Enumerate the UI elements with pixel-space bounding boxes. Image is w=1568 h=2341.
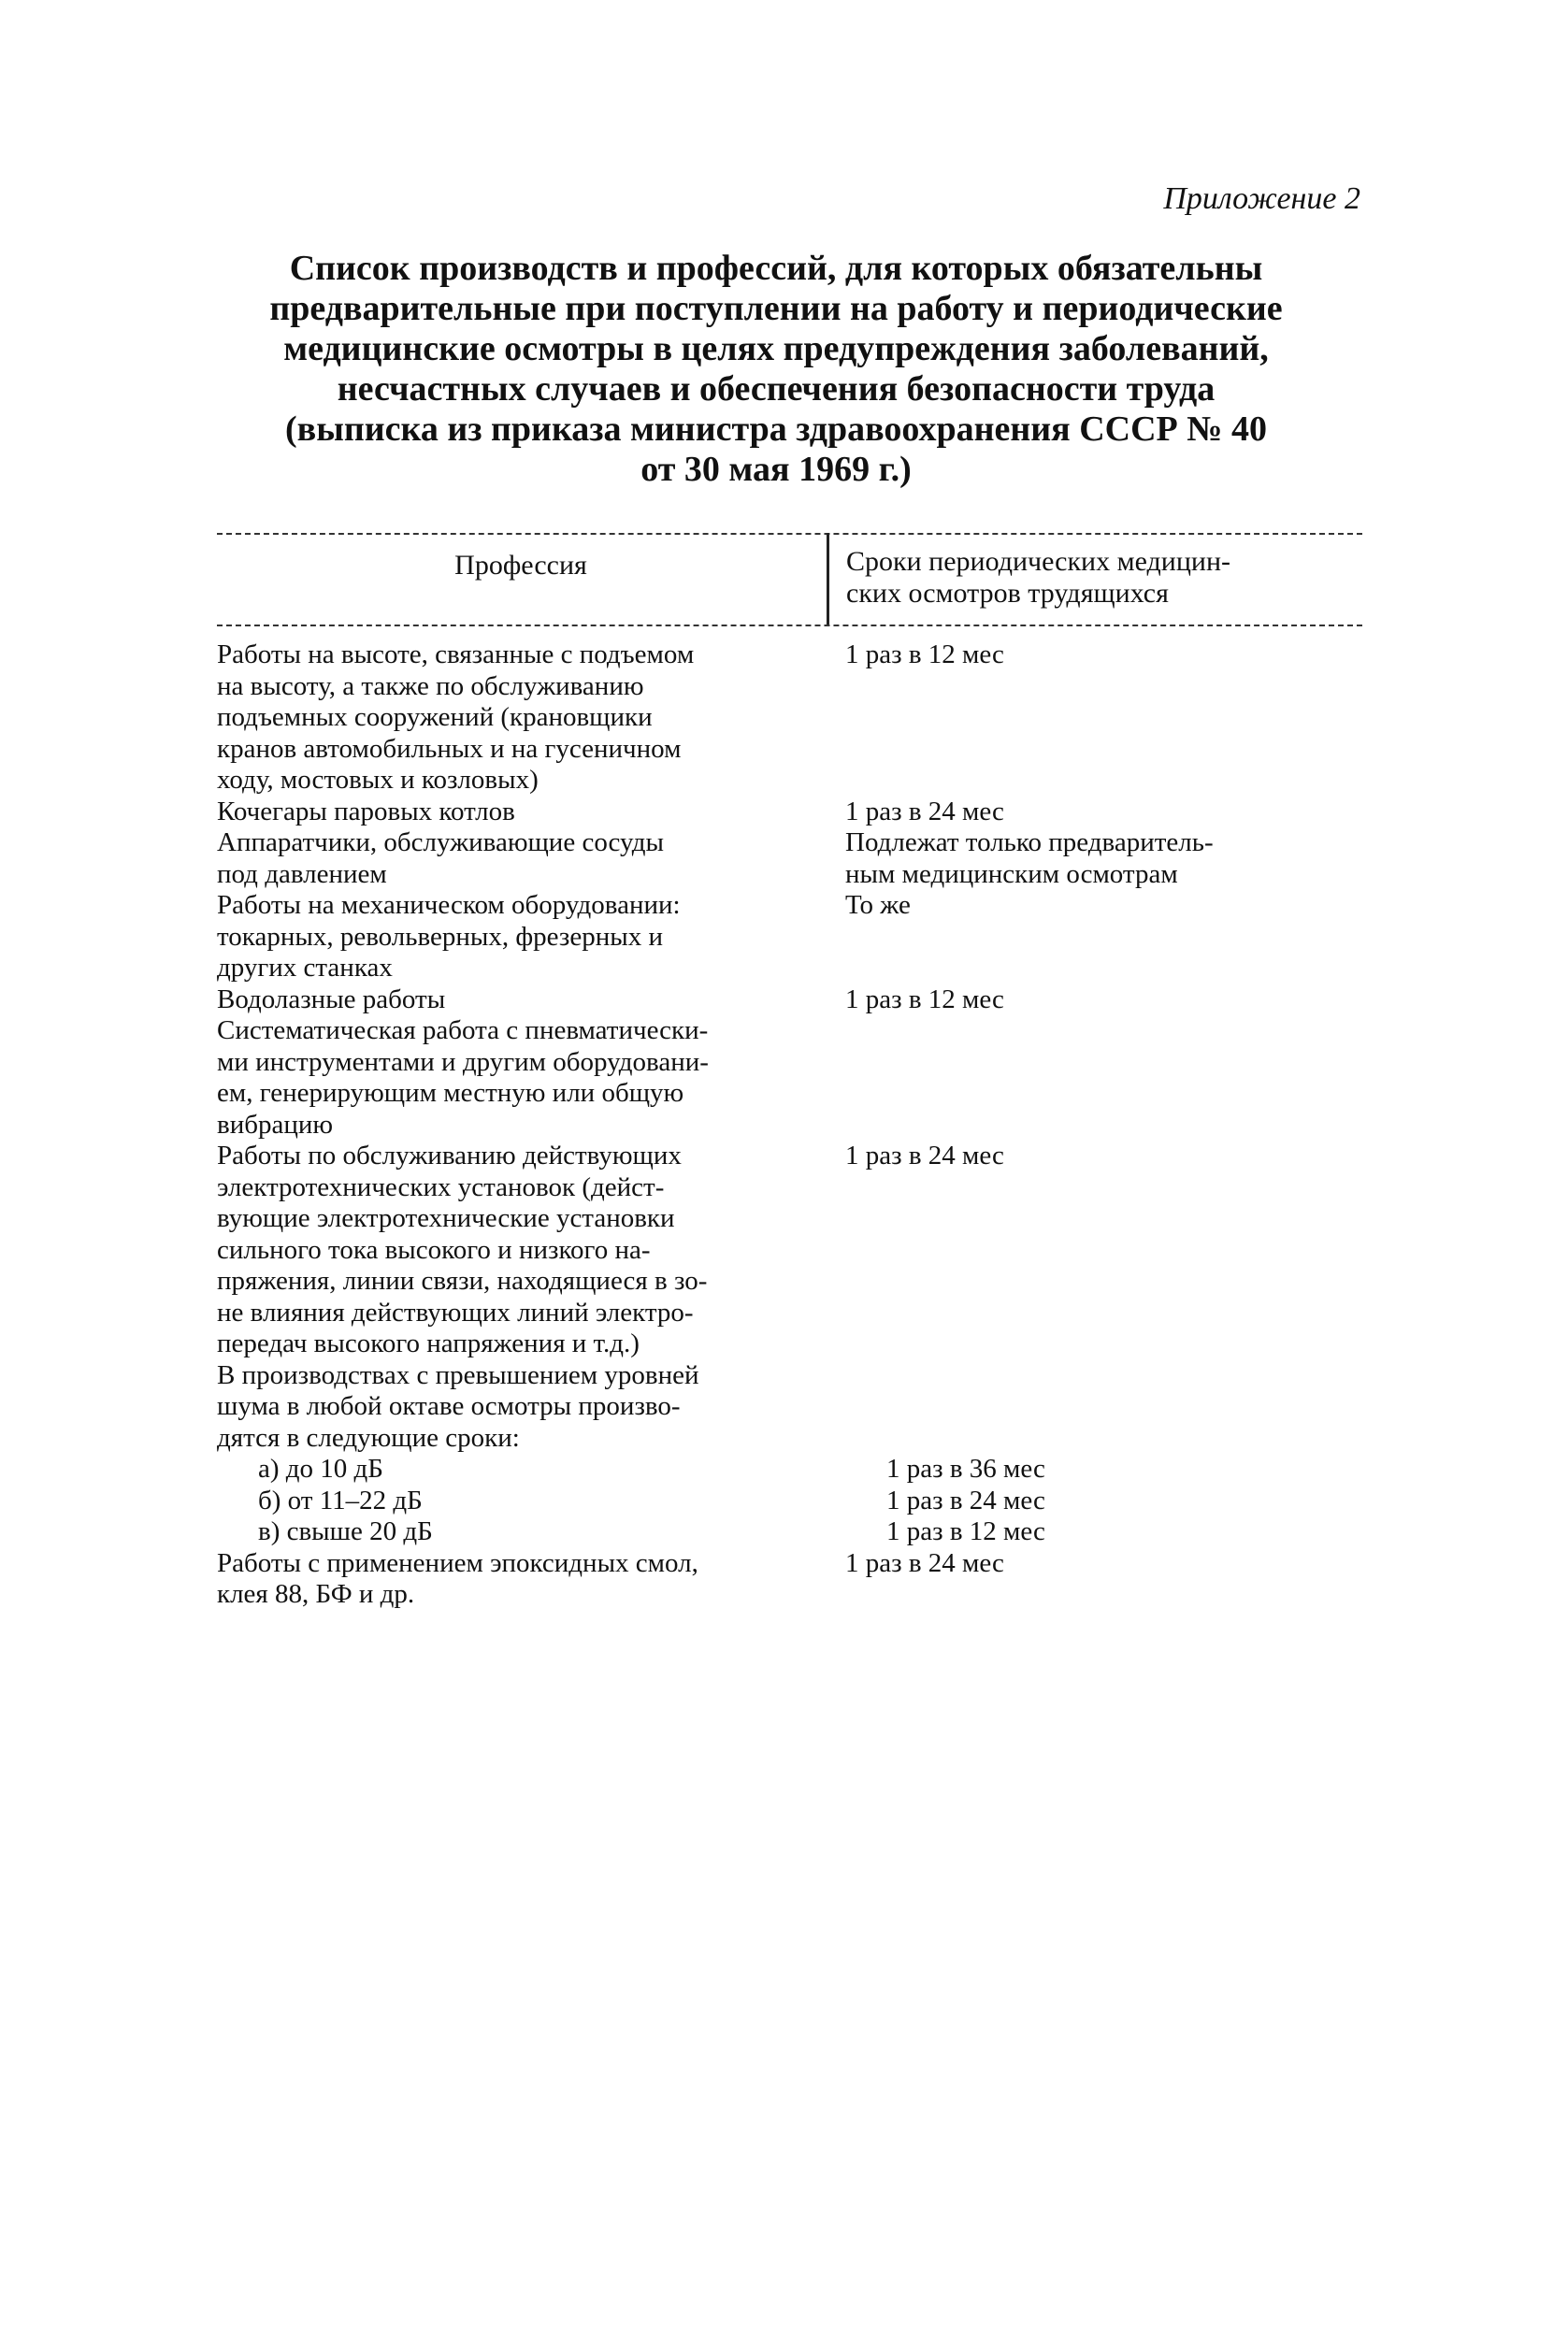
profession-cell bbox=[217, 827, 845, 890]
term-cell bbox=[886, 1454, 1376, 1486]
profession-line: вующие электротехнические установки bbox=[217, 1203, 675, 1233]
profession-line: кранов автомобильных и на гусеничном bbox=[217, 733, 682, 764]
title-line: несчастных случаев и обеспечения безопасности труда bbox=[337, 369, 1216, 409]
table-row bbox=[217, 1516, 1376, 1548]
profession-line: ем, генерирующим местную или общую bbox=[217, 1078, 684, 1108]
profession-line: Работы на высоте, связанные с подъемом bbox=[217, 639, 695, 669]
table-top-rule bbox=[217, 533, 1362, 535]
profession-line: Работы на механическом оборудовании: bbox=[217, 890, 681, 920]
profession-line: Кочегары паровых котлов bbox=[217, 796, 515, 826]
term-line: 1 раз в 24 мес bbox=[845, 1547, 1004, 1578]
profession-cell bbox=[217, 1454, 886, 1486]
profession-line: передач высокого напряжения и т.д.) bbox=[217, 1328, 640, 1358]
table-row bbox=[217, 1015, 1376, 1141]
title-line: предварительные при поступлении на работу и периодические bbox=[269, 289, 1283, 328]
term-line: 1 раз в 12 мес bbox=[845, 984, 1004, 1014]
profession-cell bbox=[217, 1141, 845, 1360]
title-line: Список производств и профессий, для которых обязательны bbox=[289, 249, 1263, 288]
profession-cell bbox=[217, 797, 845, 828]
profession-cell bbox=[217, 1516, 886, 1548]
profession-line: а) до 10 дБ bbox=[258, 1454, 383, 1484]
term-line: То же bbox=[845, 890, 911, 920]
table-row bbox=[217, 827, 1376, 890]
header-profession: Профессия bbox=[454, 550, 587, 581]
profession-line: электротехнических установок (дейст- bbox=[217, 1171, 665, 1202]
profession-cell bbox=[217, 890, 845, 984]
header-column-divider bbox=[827, 533, 829, 626]
term-cell bbox=[845, 1548, 1376, 1611]
profession-line: шума в любой октаве осмотры произво- bbox=[217, 1391, 681, 1421]
term-line: 1 раз в 24 мес bbox=[886, 1485, 1045, 1515]
profession-line: в) свыше 20 дБ bbox=[258, 1516, 433, 1546]
term-cell bbox=[845, 1141, 1376, 1360]
profession-line: Систематическая работа с пневматически- bbox=[217, 1015, 709, 1045]
document-title bbox=[168, 249, 1384, 490]
header-terms-line: ских осмотров трудящихся bbox=[846, 578, 1169, 609]
term-cell bbox=[886, 1516, 1376, 1548]
profession-cell bbox=[217, 639, 845, 797]
profession-line: Работы по обслуживанию действующих bbox=[217, 1141, 682, 1170]
table-row bbox=[217, 1360, 1376, 1455]
appendix-label: Приложение 2 bbox=[1163, 181, 1360, 216]
profession-line: В производствах с превышением уровней bbox=[217, 1359, 699, 1390]
table-header-rule bbox=[217, 625, 1362, 626]
term-cell bbox=[845, 639, 1376, 797]
term-line: 1 раз в 24 мес bbox=[845, 1141, 1004, 1170]
table-row bbox=[217, 1548, 1376, 1611]
table-row bbox=[217, 1141, 1376, 1360]
term-cell bbox=[845, 1015, 1376, 1141]
header-terms-line: Сроки периодических медицин- bbox=[846, 546, 1230, 577]
table-row bbox=[217, 1454, 1376, 1486]
title-line: (выписка из приказа министра здравоохранения СССР № 40 bbox=[285, 409, 1267, 449]
profession-cell bbox=[217, 1015, 845, 1141]
term-cell bbox=[845, 890, 1376, 984]
profession-line: не влияния действующих линий электро- bbox=[217, 1297, 694, 1328]
profession-line: ходу, мостовых и козловых) bbox=[217, 765, 539, 795]
profession-line: сильного тока высокого и низкого на- bbox=[217, 1234, 651, 1265]
title-line: от 30 мая 1969 г.) bbox=[640, 450, 912, 489]
profession-line: других станках bbox=[217, 953, 393, 983]
term-line: ным медицинским осмотрам bbox=[845, 858, 1178, 889]
profession-line: подъемных сооружений (крановщики bbox=[217, 702, 653, 732]
term-cell bbox=[845, 797, 1376, 828]
term-line: Подлежат только предваритель- bbox=[845, 827, 1214, 857]
table-row bbox=[217, 639, 1376, 797]
header-terms bbox=[846, 546, 1362, 610]
profession-line: пряжения, линии связи, находящиеся в зо- bbox=[217, 1266, 708, 1296]
profession-line: клея 88, БФ и др. bbox=[217, 1579, 415, 1609]
profession-line: Водолазные работы bbox=[217, 984, 446, 1014]
profession-line: под давлением bbox=[217, 858, 387, 889]
profession-line: Работы с применением эпоксидных смол, bbox=[217, 1547, 698, 1578]
profession-cell bbox=[217, 1486, 886, 1517]
profession-line: вибрацию bbox=[217, 1109, 334, 1140]
profession-line: б) от 11–22 дБ bbox=[258, 1485, 423, 1515]
profession-cell bbox=[217, 1360, 845, 1455]
title-line: медицинские осмотры в целях предупреждения заболеваний, bbox=[283, 329, 1269, 368]
table-row bbox=[217, 1486, 1376, 1517]
term-line: 1 раз в 12 мес bbox=[845, 639, 1004, 669]
term-line: 1 раз в 36 мес bbox=[886, 1454, 1045, 1484]
profession-line: ми инструментами и другим оборудовани- bbox=[217, 1046, 709, 1077]
profession-line: Аппаратчики, обслуживающие сосуды bbox=[217, 827, 664, 857]
profession-cell bbox=[217, 984, 845, 1016]
term-cell bbox=[845, 1360, 1376, 1455]
profession-cell bbox=[217, 1548, 845, 1611]
table-body bbox=[217, 639, 1376, 1611]
profession-line: дятся в следующие сроки: bbox=[217, 1422, 520, 1453]
profession-line: на высоту, а также по обслуживанию bbox=[217, 670, 644, 701]
table-row bbox=[217, 797, 1376, 828]
term-cell bbox=[845, 827, 1376, 890]
term-line: 1 раз в 12 мес bbox=[886, 1516, 1045, 1546]
table-row bbox=[217, 984, 1376, 1016]
profession-line: токарных, револьверных, фрезерных и bbox=[217, 921, 664, 952]
term-line: 1 раз в 24 мес bbox=[845, 796, 1004, 826]
table-row bbox=[217, 890, 1376, 984]
term-cell bbox=[845, 984, 1376, 1016]
term-cell bbox=[886, 1486, 1376, 1517]
